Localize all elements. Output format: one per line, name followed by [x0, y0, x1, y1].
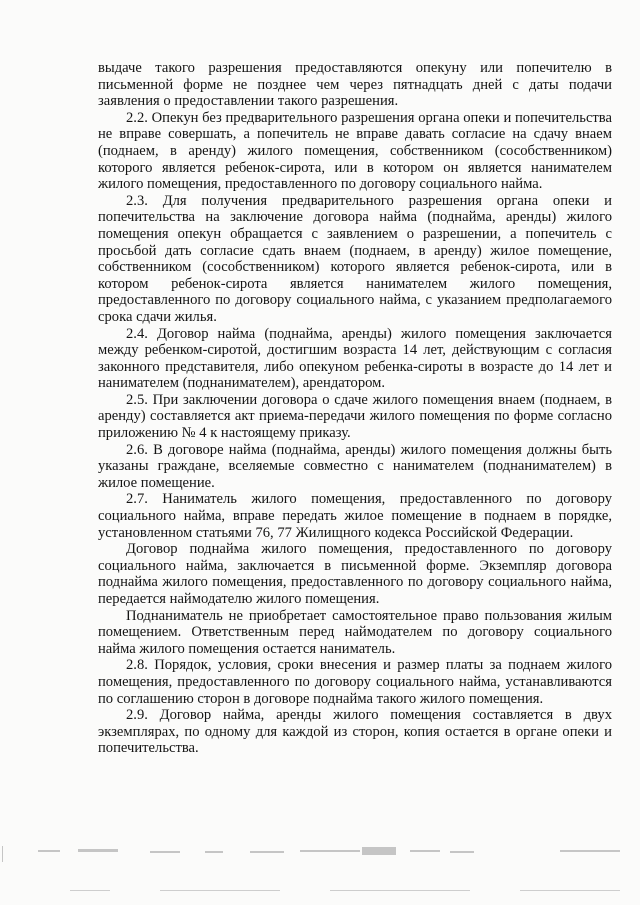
document-body [98, 60, 612, 757]
paragraph-2-7-sublease: Договор поднайма жилого помещения, предоставленного по договору социального найма, заключается в письменной форме. Экземпляр договора поднайма жилого помещения, предоставленного по договору социального найма, передается наймодателю жилого помещения. [98, 541, 612, 607]
paragraph-2-9: 2.9. Договор найма, аренды жилого помещения составляется в двух экземплярах, по одному для каждой из сторон, копия остается в органе опеки и попечительства. [98, 707, 612, 757]
paragraph-2-7-subtenant: Поднаниматель не приобретает самостоятельное право пользования жилым помещением. Ответственным перед наймодателем по договору социального найма жилого помещения остается наниматель. [98, 607, 612, 657]
paragraph-2-3: 2.3. Для получения предварительного разрешения органа опеки и попечительства на заключение договора найма (поднайма, аренды) жилого помещения опекун обращается с заявлением о разрешении, а попечитель с просьбой дать согласие сдать внаем (поднаем, в аренду) жилое помещение, собственником (сособственником) которого является ребенок-сирота, или в котором ребенок-сирота является нанимателем жилого помещения, предоставленного по договору социального найма, с указанием предполагаемого срока сдачи жилья. [98, 192, 612, 325]
paragraph-2-7: 2.7. Наниматель жилого помещения, предоставленного по договору социального найма, вправе передать жилое помещение в поднаем в порядке, установленном статьями 76, 77 Жилищного кодекса Российской Федерации. [98, 491, 612, 541]
paragraph-2-2: 2.2. Опекун без предварительного разрешения органа опеки и попечительства не вправе совершать, а попечитель не вправе давать согласие на сдачу внаем (поднаем, в аренду) жилого помещения, собственником (сособственником) которого является ребенок-сирота, или в котором он является нанимателем жилого помещения, предоставленного по договору социального найма. [98, 109, 612, 193]
paragraph-2-8: 2.8. Порядок, условия, сроки внесения и размер платы за поднаем жилого помещения, предоставленного по договору социального найма, устанавливаются по соглашению сторон в договоре поднайма такого жилого помещения. [98, 657, 612, 707]
paragraph-2-6: 2.6. В договоре найма (поднайма, аренды) жилого помещения должны быть указаны граждане, вселяемые совместно с нанимателем (поднанимателем) в жилое помещение. [98, 441, 612, 491]
scan-noise-band [0, 836, 640, 866]
paragraph-2-5: 2.5. При заключении договора о сдаче жилого помещения внаем (поднаем, в аренду) составляется акт приема-передачи жилого помещения по форме согласно приложению № 4 к настоящему приказу. [98, 391, 612, 442]
paragraph-2-4: 2.4. Договор найма (поднайма, аренды) жилого помещения заключается между ребенком-сиротой, достигшим возраста 14 лет, действующим с согласия законного представителя, либо опекуном ребенка-сироты в возрасте до 14 лет и нанимателем (поднанимателем), арендатором. [98, 325, 612, 392]
scan-edge-line [0, 878, 640, 905]
paragraph-intro-continuation: выдаче такого разрешения предоставляются опекуну или попечителю в письменной форме не позднее чем через пятнадцать дней с даты подачи заявления о предоставлении такого разрешения. [98, 60, 612, 110]
